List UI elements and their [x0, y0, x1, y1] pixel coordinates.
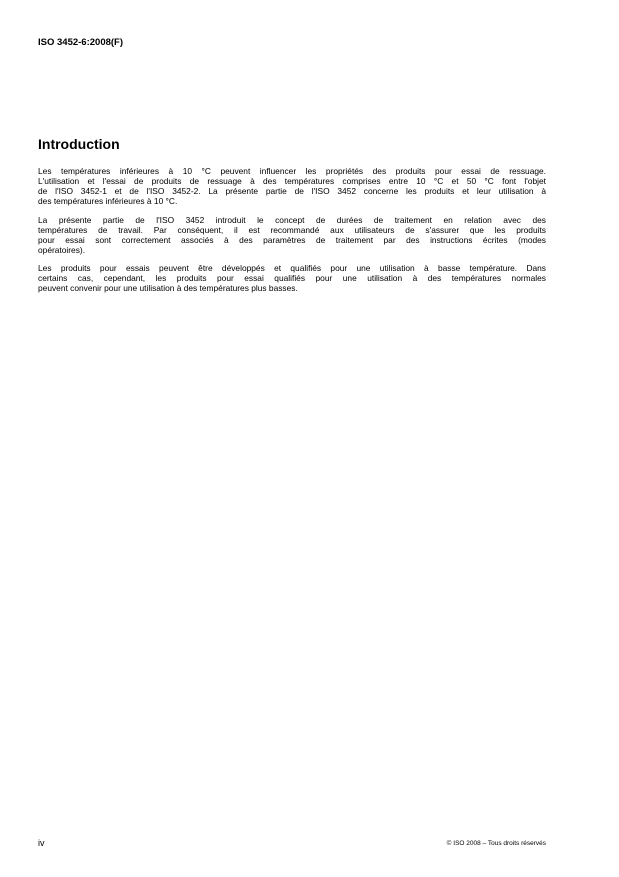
document-id-header: ISO 3452-6:2008(F) [38, 37, 124, 48]
text-line: Les températures inférieures à 10 °C peuvent influencer les propriétés des produits pour essai de ressuage. [38, 166, 546, 176]
section-title: Introduction [38, 136, 120, 152]
text-line: opératoires). [38, 244, 86, 255]
paragraph [38, 215, 546, 255]
text-line: certains cas, cependant, les produits pour essai qualifiés pour une utilisation à des températures normales [38, 273, 546, 283]
copyright-notice: © ISO 2008 – Tous droits réservés [446, 840, 546, 847]
paragraph [38, 166, 546, 206]
page-number: iv [38, 838, 45, 848]
text-line: températures de travail. Par conséquent, il est recommandé aux utilisateurs de s'assurer que les produits [38, 224, 546, 235]
text-line: des températures inférieures à 10 °C. [38, 196, 178, 206]
text-line: Les produits pour essais peuvent être développés et qualifiés pour une utilisation à basse température. Dans [38, 263, 546, 273]
text-line: pour essai sont correctement associés à des paramètres de traitement par des instructions écrites (modes [38, 234, 546, 245]
introduction-body [38, 166, 546, 302]
paragraph [38, 263, 546, 293]
text-line: peuvent convenir pour une utilisation à des températures plus basses. [38, 283, 298, 293]
text-line: de l'ISO 3452-1 et de l'ISO 3452-2. La présente partie de l'ISO 3452 concerne les produits et leur utilisation à [38, 186, 546, 196]
text-line: L'utilisation et l'essai de produits de ressuage à des températures comprises entre 10 °C et 50 °C font l'objet [38, 176, 546, 186]
text-line: La présente partie de l'ISO 3452 introduit le concept de durées de traitement en relation avec des [38, 214, 546, 225]
